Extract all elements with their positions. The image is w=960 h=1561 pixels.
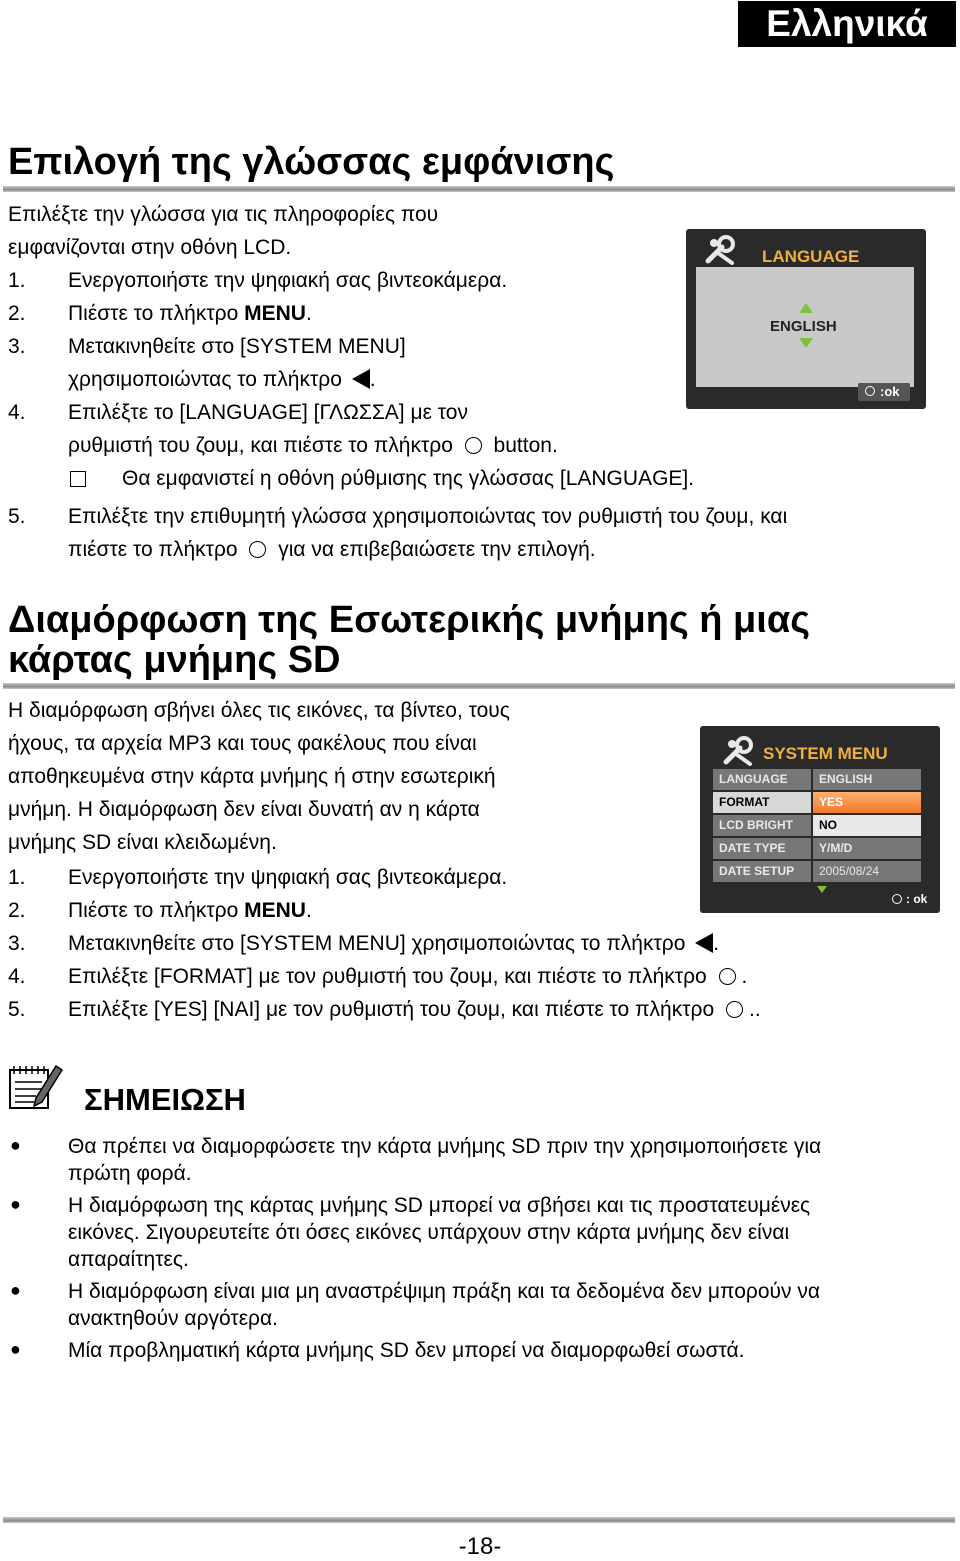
- menu-row-format: [713, 792, 927, 813]
- step-text: Επιλέξτε [YES] [ΝΑΙ] με τον ρυθμιστή του ζουμ, και πιέστε το πλήκτρο: [68, 998, 720, 1021]
- step-text-end: .: [305, 899, 312, 922]
- left-arrow-icon: [352, 369, 370, 389]
- step-text-end: .: [369, 368, 376, 391]
- intro-line: μνήμης SD είναι κλειδωμένη.: [8, 831, 277, 854]
- menu-row-value: ENGLISH: [813, 769, 921, 790]
- language-tab: Ελληνικά: [738, 1, 956, 47]
- menu-row-date-type: [713, 838, 927, 859]
- ok-circle-icon: [249, 541, 266, 558]
- step-3: [0, 927, 950, 960]
- step-5: [0, 500, 950, 566]
- bullet-icon: ●: [10, 1194, 21, 1214]
- ok-circle-icon: [892, 894, 902, 904]
- section-title-language: Επιλογή της γλώσσας εμφάνισης: [8, 141, 615, 183]
- arrow-down-icon: [817, 886, 827, 893]
- step-text-end: .: [713, 932, 720, 955]
- menu-row-label: FORMAT: [713, 792, 811, 813]
- step-text: Πιέστε το πλήκτρο: [68, 302, 245, 325]
- intro-line: Η διαμόρφωση σβήνει όλες τις εικόνες, τα βίντεο, τους: [8, 699, 510, 722]
- note-title: ΣΗΜΕΙΩΣΗ: [84, 1082, 246, 1117]
- step-5: [0, 993, 950, 1026]
- intro-line: εμφανίζονται στην οθόνη LCD.: [8, 236, 292, 259]
- step-1: [0, 264, 700, 297]
- bullet-icon: ●: [10, 1339, 21, 1359]
- step-4: [0, 396, 900, 496]
- menu-row-language: [713, 769, 927, 790]
- step-number: 5.: [8, 998, 26, 1021]
- step-text: ρυθμιστή του ζουμ, και πιέστε το πλήκτρο: [68, 434, 459, 457]
- arrow-up-icon: [799, 303, 813, 313]
- step-1: [0, 861, 700, 894]
- menu-row-value: YES: [813, 792, 921, 813]
- step-text-end: .: [305, 302, 312, 325]
- step-text-end: .: [741, 965, 748, 988]
- language-screen: [686, 229, 926, 409]
- menu-row-lcd-bright: [713, 815, 927, 836]
- intro-line: μνήμη. Η διαμόρφωση δεν είναι δυνατή αν η κάρτα: [8, 798, 480, 821]
- step-text: Επιλέξτε το [LANGUAGE] [ΓΛΩΣΣΑ] με τον: [68, 401, 468, 424]
- wrench-icon: [722, 736, 756, 766]
- note-text: Η διαμόρφωση της κάρτας μνήμης SD μπορεί να σβήσει και τις προστατευμένες: [68, 1194, 811, 1217]
- note-text: Θα πρέπει να διαμορφώσετε την κάρτα μνήμης SD πριν την χρησιμοποιήσετε για: [68, 1135, 822, 1158]
- ok-circle-icon: [465, 437, 482, 454]
- bullet-icon: ●: [10, 1280, 21, 1300]
- note-text: ανακτηθούν αργότερα.: [68, 1307, 278, 1330]
- step-text: Ενεργοποιήστε την ψηφιακή σας βιντεοκάμερα.: [68, 269, 508, 292]
- note-text: Μία προβληματική κάρτα μνήμης SD δεν μπορεί να διαμορφωθεί σωστά.: [68, 1339, 745, 1362]
- note-text: απαραίτητες.: [68, 1248, 189, 1271]
- intro-line: ήχους, τα αρχεία MP3 και τους φακέλους που είναι: [8, 732, 477, 755]
- note-item: [0, 1133, 960, 1193]
- note-text: πρώτη φορά.: [68, 1162, 192, 1185]
- step-number: 3.: [8, 335, 26, 358]
- step-text: Μετακινηθείτε στο [SYSTEM MENU] χρησιμοποιώντας το πλήκτρο: [68, 932, 692, 955]
- step-text-end: ..: [748, 998, 761, 1021]
- section-title-format-line2: κάρτας μνήμης SD: [8, 639, 341, 681]
- step-text: Ενεργοποιήστε την ψηφιακή σας βιντεοκάμερα.: [68, 866, 508, 889]
- page-number: -18-: [458, 1533, 502, 1560]
- menu-row-date-setup: [713, 861, 927, 882]
- menu-row-label: DATE TYPE: [713, 838, 811, 859]
- step-number: 2.: [8, 302, 26, 325]
- step-text: πιέστε το πλήκτρο: [68, 538, 244, 561]
- step-text: Επιλέξτε [FORMAT] με τον ρυθμιστή του ζουμ, και πιέστε το πλήκτρο: [68, 965, 713, 988]
- intro-line: αποθηκευμένα στην κάρτα μνήμης ή στην εσωτερική: [8, 765, 496, 788]
- title-divider: [3, 186, 955, 192]
- step-number: 1.: [8, 866, 26, 889]
- screen-title: SYSTEM MENU: [763, 744, 888, 763]
- ok-label: : ok: [906, 892, 928, 906]
- arrow-down-icon: [799, 338, 813, 348]
- note-text: εικόνες. Σιγουρευτείτε ότι όσες εικόνες υπάρχουν στην κάρτα μνήμης δεν είναι: [68, 1221, 790, 1244]
- note-item: [0, 1278, 960, 1336]
- ok-label: :ok: [880, 384, 900, 399]
- screen-title: LANGUAGE: [762, 247, 860, 266]
- step-number: 4.: [8, 965, 26, 988]
- step-text-end: button.: [487, 434, 558, 457]
- menu-row-label: LCD BRIGHT: [713, 815, 811, 836]
- left-arrow-icon: [695, 933, 713, 953]
- menu-key-label: MENU: [244, 302, 306, 325]
- menu-row-value: NO: [813, 815, 921, 836]
- note-text: Η διαμόρφωση είναι μια μη αναστρέψιμη πράξη και τα δεδομένα δεν μπορούν να: [68, 1280, 820, 1303]
- wrench-icon: [704, 235, 738, 265]
- menu-row-label: DATE SETUP: [713, 861, 811, 882]
- step-text: Μετακινηθείτε στο [SYSTEM MENU]: [68, 335, 406, 358]
- step-text-end: για να επιβεβαιώσετε την επιλογή.: [272, 538, 596, 561]
- step-text: Πιέστε το πλήκτρο: [68, 899, 245, 922]
- section-title-format: Διαμόρφωση της Εσωτερικής μνήμης ή μιας: [8, 599, 810, 641]
- menu-row-label: LANGUAGE: [713, 769, 811, 790]
- menu-key-label: MENU: [244, 899, 306, 922]
- ok-circle-icon: [865, 386, 875, 396]
- step-3: [0, 330, 700, 396]
- screen-value: ENGLISH: [770, 318, 837, 335]
- ok-circle-icon: [726, 1001, 743, 1018]
- system-menu-screen: [700, 726, 940, 913]
- menu-row-value: 2005/08/24: [813, 861, 921, 882]
- step-number: 5.: [8, 505, 26, 528]
- step-4: [0, 960, 950, 993]
- step-text: Επιλέξτε την επιθυμητή γλώσσα χρησιμοποιώντας τον ρυθμιστή του ζουμ, και: [68, 505, 788, 528]
- step-text: χρησιμοποιώντας το πλήκτρο: [68, 368, 348, 391]
- ok-indicator: [890, 891, 934, 907]
- intro-line: Επιλέξτε την γλώσσα για τις πληροφορίες που: [8, 203, 439, 226]
- note-item: [0, 1192, 960, 1277]
- step-subnote: Θα εμφανιστεί η οθόνη ρύθμισης της γλώσσας [LANGUAGE].: [122, 467, 695, 490]
- ok-circle-icon: [719, 968, 736, 985]
- step-number: 4.: [8, 401, 26, 424]
- bullet-icon: ●: [10, 1135, 21, 1155]
- title-divider: [3, 683, 955, 689]
- square-bullet-icon: [70, 471, 86, 487]
- menu-row-value: Y/M/D: [813, 838, 921, 859]
- ok-indicator: [858, 383, 910, 401]
- step-number: 2.: [8, 899, 26, 922]
- notepad-icon: [6, 1060, 64, 1112]
- note-item: [0, 1337, 960, 1367]
- step-number: 3.: [8, 932, 26, 955]
- step-2: [0, 894, 700, 927]
- step-2: [0, 297, 700, 330]
- footer-divider: [3, 1517, 955, 1523]
- step-number: 1.: [8, 269, 26, 292]
